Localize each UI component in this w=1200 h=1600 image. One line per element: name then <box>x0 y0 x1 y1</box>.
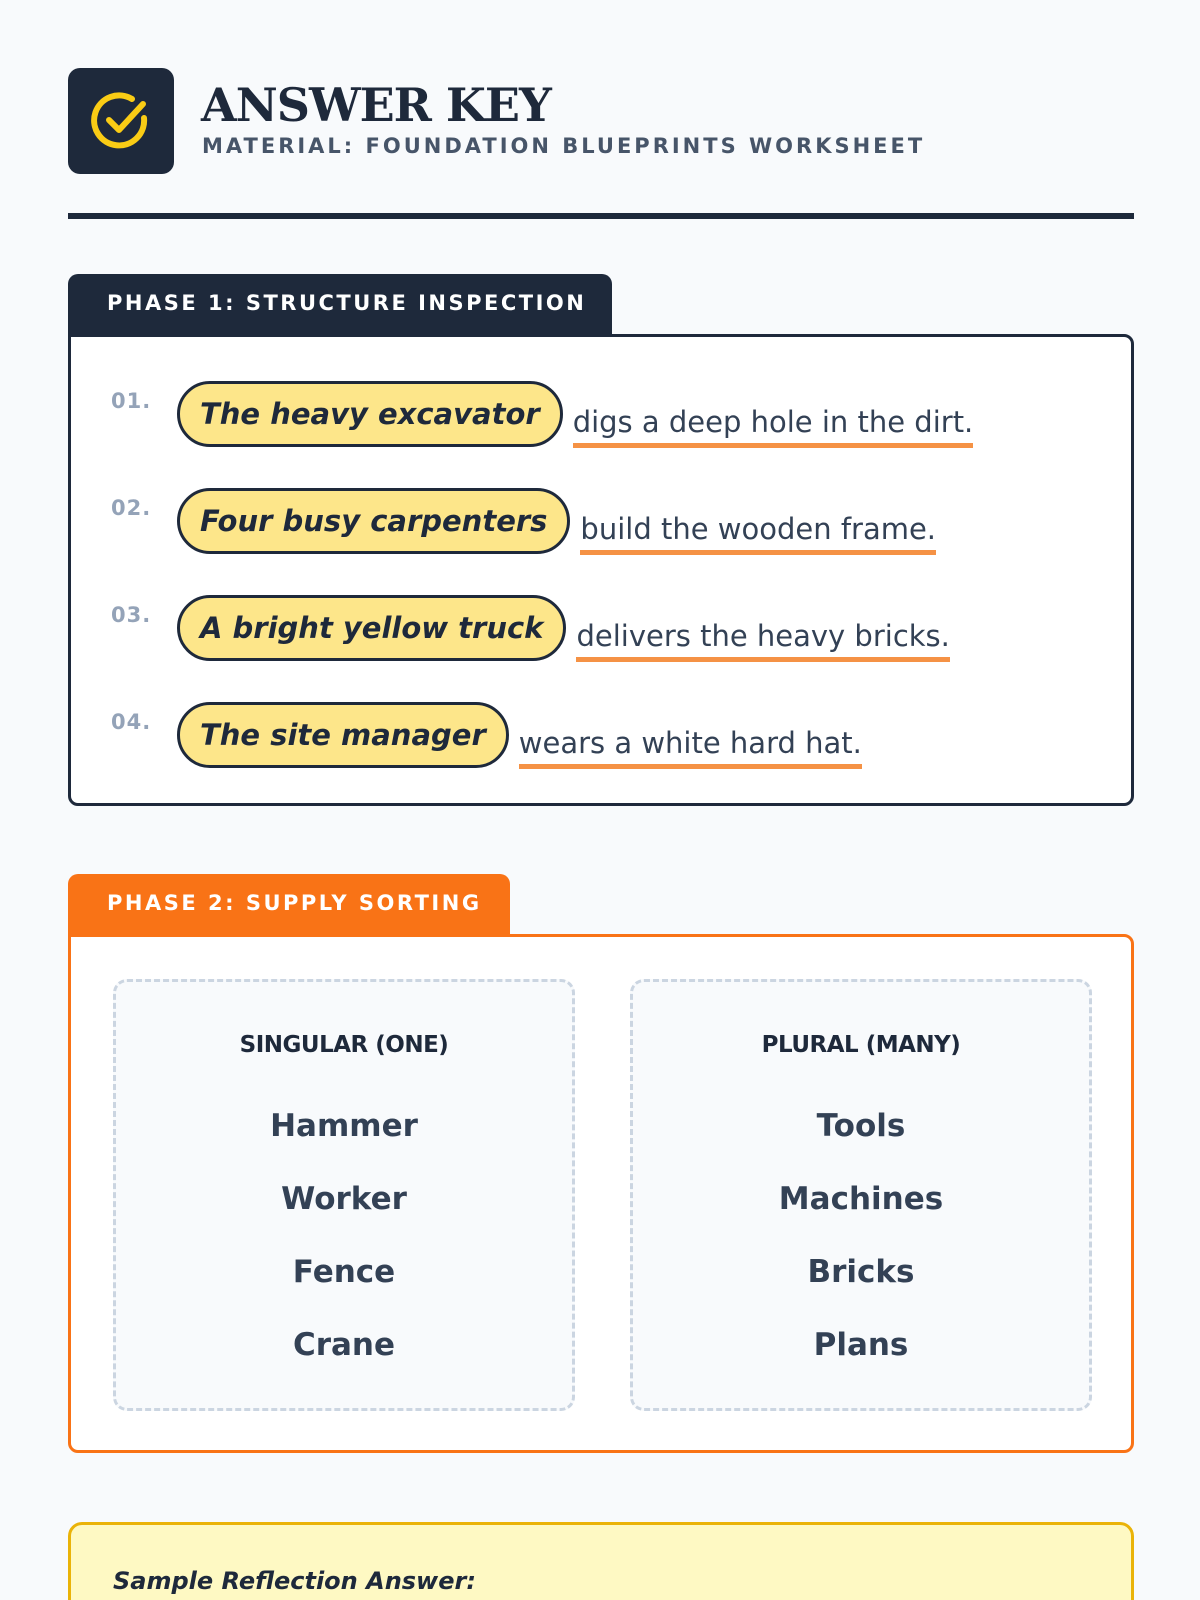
predicate-underline: wears a white hard hat. <box>519 724 862 769</box>
plural-column <box>630 979 1092 1411</box>
sentence-number: 03. <box>111 603 152 627</box>
list-item: Bricks <box>807 1254 915 1290</box>
list-item: Plans <box>813 1327 909 1363</box>
list-item: Worker <box>281 1181 407 1217</box>
sentence-number: 02. <box>111 496 152 520</box>
subject-highlight: The heavy excavator <box>177 381 563 447</box>
list-item: Tools <box>816 1108 906 1144</box>
singular-column <box>113 979 575 1411</box>
phase2-panel <box>68 934 1134 1453</box>
sentence-row <box>111 379 1091 445</box>
list-item: Hammer <box>270 1108 418 1144</box>
phase1-panel <box>68 334 1134 806</box>
subject-highlight: Four busy carpenters <box>177 488 570 554</box>
subject-highlight: The site manager <box>177 702 509 768</box>
logo-badge <box>68 68 174 174</box>
list-item: Crane <box>292 1327 396 1363</box>
sentence-row <box>111 593 1091 659</box>
predicate-underline: digs a deep hole in the dirt. <box>573 403 974 448</box>
list-item: Machines <box>778 1181 944 1217</box>
sentence-number: 01. <box>111 389 152 413</box>
phase1-tab: PHASE 1: STRUCTURE INSPECTION <box>68 274 612 336</box>
reflection-label: Sample Reflection Answer: <box>113 1567 476 1595</box>
column-heading: SINGULAR (ONE) <box>239 1032 449 1058</box>
list-item: Fence <box>292 1254 396 1290</box>
reflection-box <box>68 1522 1134 1600</box>
column-heading: PLURAL (MANY) <box>761 1032 961 1058</box>
sentence-number: 04. <box>111 710 152 734</box>
predicate-underline: build the wooden frame. <box>580 510 936 555</box>
page-subtitle: MATERIAL: FOUNDATION BLUEPRINTS WORKSHEET <box>202 134 926 158</box>
page-title: ANSWER KEY <box>201 78 551 132</box>
check-circle-icon <box>88 88 154 154</box>
header-divider <box>68 213 1134 219</box>
sentence-row <box>111 700 1091 766</box>
page-header <box>68 68 1134 174</box>
phase2-tab: PHASE 2: SUPPLY SORTING <box>68 874 510 936</box>
predicate-underline: delivers the heavy bricks. <box>576 617 949 662</box>
sentence-row <box>111 486 1091 552</box>
subject-highlight: A bright yellow truck <box>177 595 566 661</box>
